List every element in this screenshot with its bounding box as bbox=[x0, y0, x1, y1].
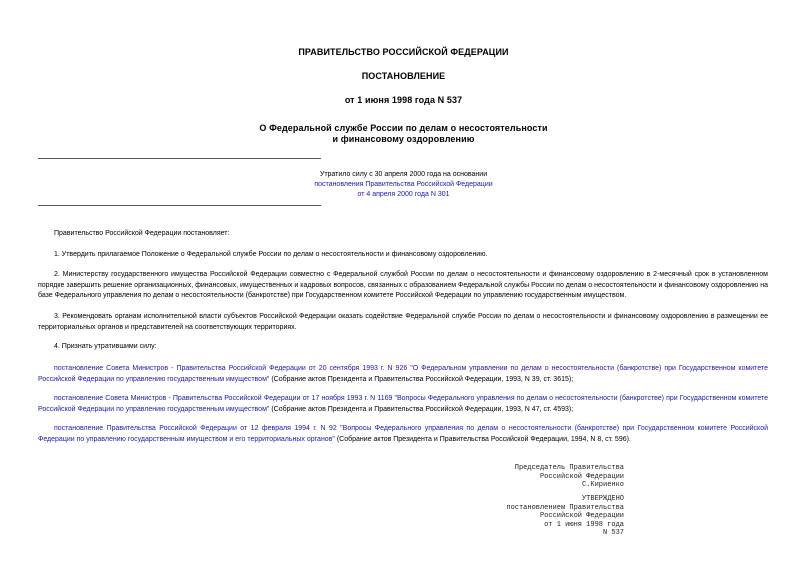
repealed-act-3-source: (Собрание актов Президента и Правительства Российской Федерации, 1994, N 8, ст. 596). bbox=[334, 435, 631, 443]
intro-paragraph: Правительство Российской Федерации постановляет: bbox=[54, 230, 230, 237]
repealed-act-3 bbox=[38, 424, 768, 445]
approval-stamp bbox=[506, 495, 624, 538]
repealing-act-link-line-2[interactable]: от 4 апреля 2000 года N 301 bbox=[357, 191, 450, 198]
approval-heading: УТВЕРЖДЕНО bbox=[581, 495, 624, 503]
approval-number: N 537 bbox=[602, 529, 624, 537]
signature-name: С.Кириенко bbox=[581, 481, 624, 489]
signature-country: Российской Федерации bbox=[539, 472, 624, 481]
signature-position: Председатель Правительства bbox=[514, 464, 624, 472]
repealed-act-1-link[interactable]: постановление Совета Министров - Правительства Российской Федерации от 20 сентября 1993 г. N 926 "О Федеральном управлении по делам о несостоятельности (банкротстве) при Государственном комитете Российской Федерации по управлению государственным имуществом" bbox=[38, 365, 768, 383]
divider-bottom bbox=[38, 205, 321, 206]
item-2-paragraph: 2. Министерству государственного имущества Российской Федерации совместно с Федеральной службой России по делам о несостоятельности и финансовому оздоровлению в 2-месячный срок в установленном порядке завершить решение организационных, финансовых, имущественных и кадровых вопросов, связанных с образованием Федеральной службы России по делам о несостоятельности и финансовому оздоровлению на базе Федерального управления по делам о несостоятельности (банкротстве) при Государственном комитете Российской Федерации по управлению государственным имуществом. bbox=[38, 271, 768, 299]
divider-top bbox=[38, 158, 321, 159]
government-title: ПРАВИТЕЛЬСТВО РОССИЙСКОЙ ФЕДЕРАЦИИ bbox=[298, 47, 509, 57]
repealed-act-2 bbox=[38, 394, 768, 415]
lost-force-note bbox=[300, 170, 507, 200]
repealed-act-2-link[interactable]: постановление Совета Министров - Правительства Российской Федерации от 17 ноября 1993 г. N 1169 "Вопросы Федерального управления по делам о несостоятельности (банкротстве) при Государственном комитете Российской Федерации по управлению государственным имуществом" bbox=[38, 395, 768, 413]
lost-force-text: Утратило силу с 30 апреля 2000 года на основании bbox=[319, 171, 488, 178]
subject-line-2: и финансовому оздоровлению bbox=[332, 134, 475, 144]
approval-date: от 1 июня 1998 года bbox=[544, 520, 624, 529]
repealing-act-link-line-1[interactable]: постановления Правительства Российской Федерации bbox=[314, 181, 493, 188]
repealed-act-1 bbox=[38, 364, 768, 385]
document-type: ПОСТАНОВЛЕНИЕ bbox=[361, 71, 446, 81]
repealing-act-link[interactable] bbox=[300, 180, 507, 200]
approval-by: постановлением Правительства bbox=[506, 503, 624, 512]
item-1-paragraph: 1. Утвердить прилагаемое Положение о Федеральной службе России по делам о несостоятельности и финансовому оздоровлению. bbox=[54, 251, 488, 258]
repealed-act-2-source: (Собрание актов Президента и Правительства Российской Федерации, 1993, N 47, ст. 4593); bbox=[269, 405, 574, 413]
approval-country: Российской Федерации bbox=[539, 512, 624, 520]
document-date-number: от 1 июня 1998 года N 537 bbox=[344, 95, 463, 105]
signature-block bbox=[515, 464, 624, 490]
subject-line-1: О Федеральной службе России по делам о несостоятельности bbox=[259, 123, 548, 133]
repealed-act-1-source: (Собрание актов Президента и Правительства Российской Федерации, 1993, N 39, ст. 3615); bbox=[269, 375, 574, 383]
item-3-paragraph: 3. Рекомендовать органам исполнительной власти субъектов Российской Федерации оказать содействие Федеральной службе России по делам о несостоятельности и финансовому оздоровлению в размещении ее территориальных органов и представителей на соответствующих территориях. bbox=[38, 313, 768, 331]
repealed-act-3-link[interactable]: постановление Правительства Российской Федерации от 12 февраля 1994 г. N 92 "Вопросы Федерального управления по делам о несостоятельности (банкротстве) при Государственном комитете Российской Федерации по управлению государственным имуществом и его территориальных органов" bbox=[38, 425, 768, 443]
item-4-paragraph: 4. Признать утратившими силу: bbox=[54, 343, 157, 350]
